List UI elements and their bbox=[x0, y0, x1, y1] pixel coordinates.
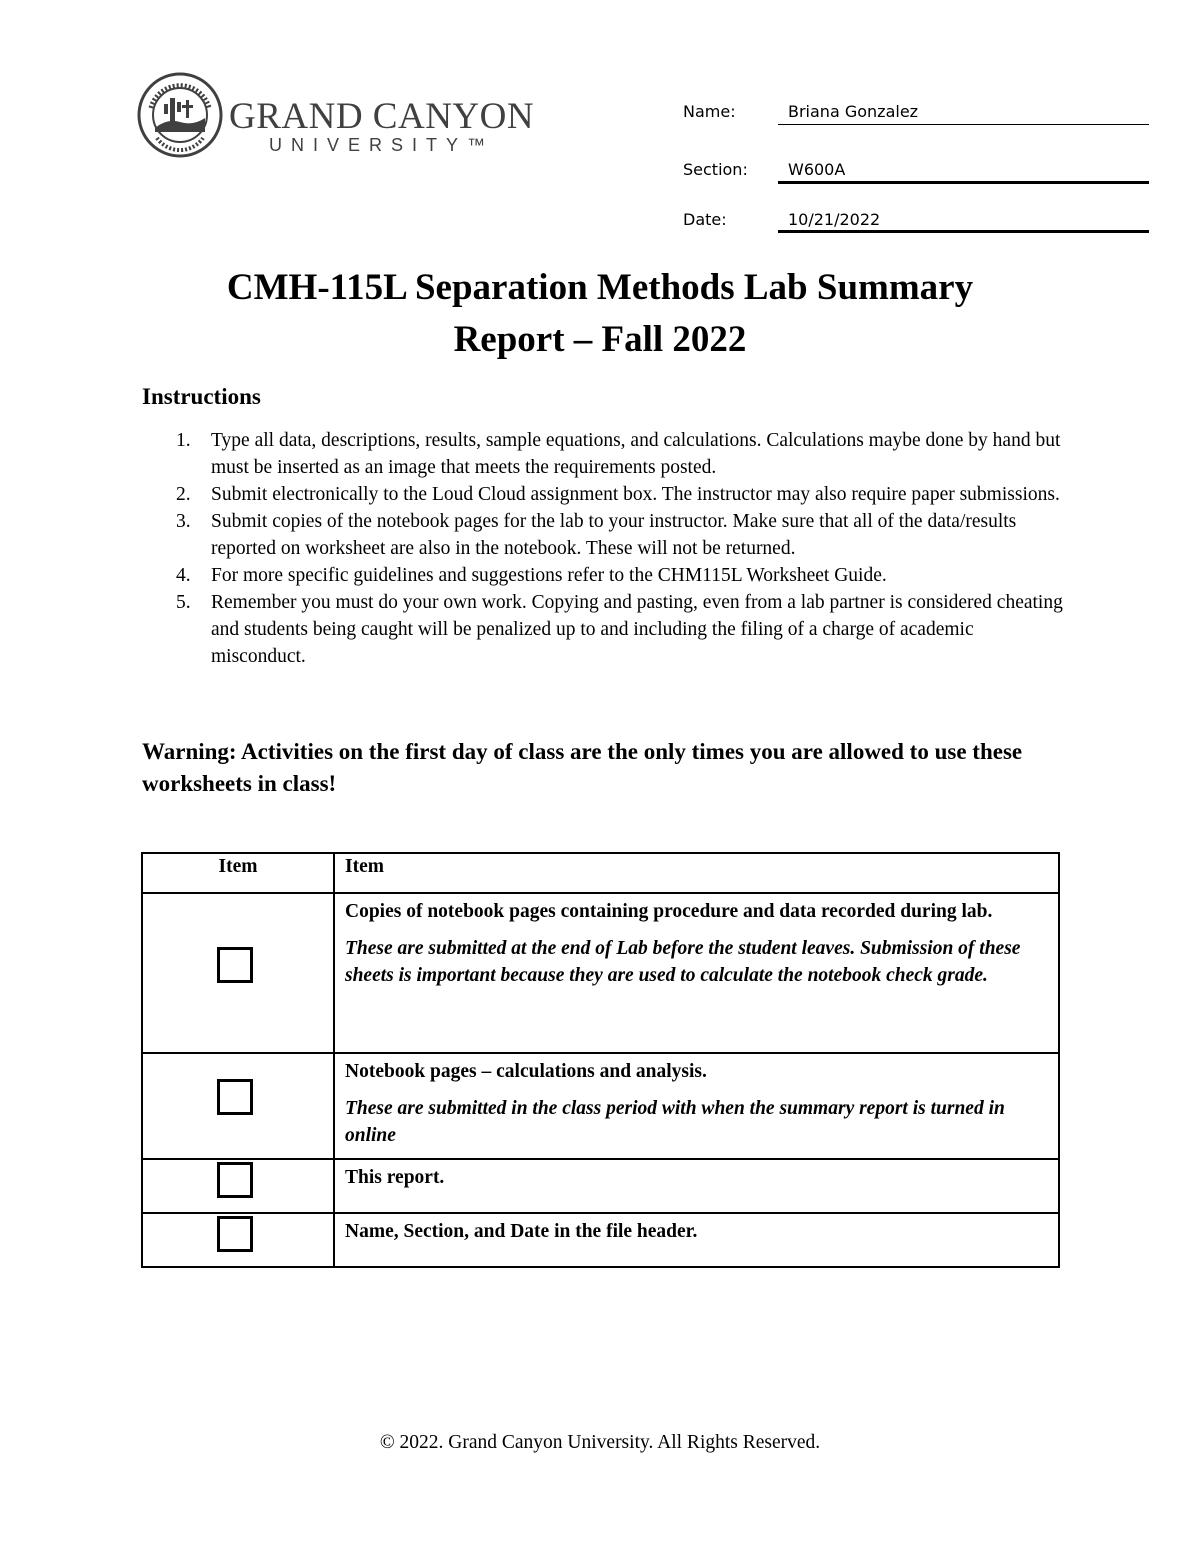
instruction-item bbox=[142, 562, 1072, 589]
university-seal-icon bbox=[137, 72, 223, 158]
column-header-check: Item bbox=[142, 853, 334, 893]
instruction-text: Type all data, descriptions, results, sample equations, and calculations. Calculations maybe done by hand but must be inserted as an image that meets the requirements posted. bbox=[211, 430, 1061, 478]
instruction-item bbox=[142, 481, 1072, 508]
copyright-footer: © 2022. Grand Canyon University. All Rights Reserved. bbox=[379, 1432, 821, 1453]
checkbox[interactable] bbox=[217, 1162, 253, 1198]
item-title: Notebook pages – calculations and analysis. bbox=[345, 1061, 707, 1082]
name-value: Briana Gonzalez bbox=[788, 102, 919, 121]
item-title: Copies of notebook pages containing procedure and data recorded during lab. bbox=[345, 901, 993, 922]
check-cell bbox=[142, 1213, 334, 1267]
warning-text: Warning: Activities on the first day of class are the only times you are allowed to use these worksheets in class! bbox=[142, 739, 1023, 796]
instruction-text: Submit copies of the notebook pages for the lab to your instructor. Make sure that all of the data/results reported on worksheet are also in the notebook. These will not be returned. bbox=[211, 511, 1017, 559]
instruction-number: 3. bbox=[176, 511, 191, 532]
instruction-number: 5. bbox=[176, 592, 191, 613]
instruction-number: 1. bbox=[176, 430, 191, 451]
logo-subtitle: UNIVERSITY™ bbox=[269, 135, 495, 155]
checkbox[interactable] bbox=[217, 1079, 253, 1115]
date-label: Date: bbox=[683, 210, 727, 229]
section-value: W600A bbox=[788, 160, 846, 179]
check-cell bbox=[142, 1053, 334, 1159]
section-underline bbox=[778, 181, 1149, 184]
date-value: 10/21/2022 bbox=[788, 210, 881, 229]
instruction-text: Submit electronically to the Loud Cloud assignment box. The instructor may also require paper submissions. bbox=[211, 484, 1060, 505]
check-cell bbox=[142, 1159, 334, 1213]
instruction-number: 4. bbox=[176, 565, 191, 586]
instruction-text: For more specific guidelines and suggestions refer to the CHM115L Worksheet Guide. bbox=[211, 565, 887, 586]
report-title bbox=[120, 262, 1080, 366]
item-title: Name, Section, and Date in the file header. bbox=[345, 1221, 698, 1242]
instructions-heading: Instructions bbox=[142, 384, 261, 409]
item-description bbox=[334, 1053, 1059, 1159]
item-note: These are submitted in the class period with when the summary report is turned in online bbox=[345, 1098, 1005, 1146]
table-row bbox=[142, 893, 1059, 1053]
table-row bbox=[142, 1159, 1059, 1213]
instruction-item bbox=[142, 589, 1072, 670]
instruction-item bbox=[142, 508, 1072, 562]
instruction-item bbox=[142, 427, 1072, 481]
item-title: This report. bbox=[345, 1167, 445, 1188]
check-cell bbox=[142, 893, 334, 1053]
checkbox[interactable] bbox=[217, 947, 253, 983]
instructions-list bbox=[142, 427, 1072, 670]
table-row bbox=[142, 1053, 1059, 1159]
checkbox[interactable] bbox=[217, 1216, 253, 1252]
submission-checklist-table bbox=[141, 852, 1060, 1268]
logo-wordmark: GRAND CANYON bbox=[229, 96, 535, 137]
name-label: Name: bbox=[683, 102, 736, 121]
item-note: These are submitted at the end of Lab before the student leaves. Submission of these sheets is important because they are used to calculate the notebook check grade. bbox=[345, 938, 1021, 986]
instruction-number: 2. bbox=[176, 484, 191, 505]
section-label: Section: bbox=[683, 160, 748, 179]
item-description bbox=[334, 893, 1059, 1053]
column-header-item: Item bbox=[334, 853, 1059, 893]
instruction-text: Remember you must do your own work. Copying and pasting, even from a lab partner is considered cheating and students being caught will be penalized up to and including the filing of a charge of academic misconduct. bbox=[211, 592, 1063, 667]
university-logo bbox=[137, 72, 537, 162]
name-underline bbox=[778, 124, 1149, 125]
date-underline bbox=[778, 230, 1149, 233]
report-title-line2: Report – Fall 2022 bbox=[453, 319, 747, 360]
table-header-row bbox=[142, 853, 1059, 893]
table-row bbox=[142, 1213, 1059, 1267]
report-title-line1: CMH-115L Separation Methods Lab Summary bbox=[226, 267, 974, 308]
item-description bbox=[334, 1213, 1059, 1267]
item-description bbox=[334, 1159, 1059, 1213]
